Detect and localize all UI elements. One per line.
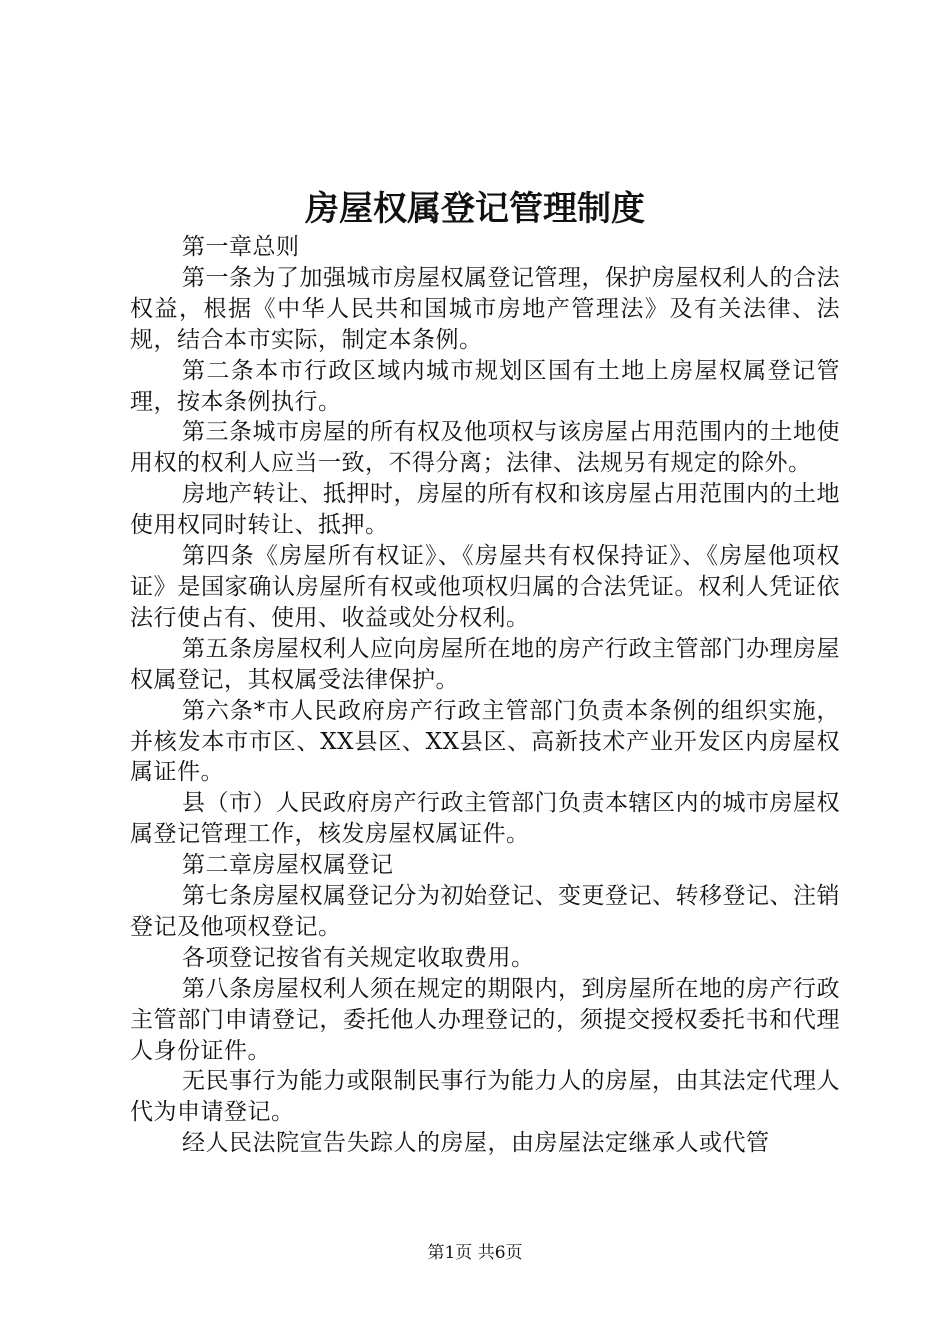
- paragraph: 第三条城市房屋的所有权及他项权与该房屋占用范围内的土地使用权的权利人应当一致，不得分离；法律、法规另有规定的除外。: [130, 419, 840, 477]
- paragraph: 无民事行为能力或限制民事行为能力人的房屋，由其法定代理人代为申请登记。: [130, 1068, 840, 1126]
- document-body: [130, 232, 840, 1159]
- paragraph: 房地产转让、抵押时，房屋的所有权和该房屋占用范围内的土地使用权同时转让、抵押。: [130, 481, 840, 539]
- paragraph: 第五条房屋权利人应向房屋所在地的房产行政主管部门办理房屋权属登记，其权属受法律保护。: [130, 635, 840, 693]
- paragraph: 第一条为了加强城市房屋权属登记管理，保护房屋权利人的合法权益，根据《中华人民共和国城市房地产管理法》及有关法律、法规，结合本市实际，制定本条例。: [130, 264, 840, 353]
- chapter-heading: 第二章房屋权属登记: [182, 852, 394, 879]
- paragraph: 第八条房屋权利人须在规定的期限内，到房屋所在地的房产行政主管部门申请登记，委托他人办理登记的，须提交授权委托书和代理人身份证件。: [130, 975, 840, 1064]
- document-title: 房屋权属登记管理制度: [305, 189, 645, 229]
- paragraph: 各项登记按省有关规定收取费用。: [182, 944, 535, 971]
- paragraph: 经人民法院宣告失踪人的房屋，由房屋法定继承人或代管: [182, 1130, 770, 1157]
- paragraph: 县（市）人民政府房产行政主管部门负责本辖区内的城市房屋权属登记管理工作，核发房屋权属证件。: [130, 790, 840, 848]
- paragraph: 第六条*市人民政府房产行政主管部门负责本条例的组织实施，并核发本市市区、XX县区、XX县区、高新技术产业开发区内房屋权属证件。: [130, 697, 840, 786]
- chapter-heading: 第一章总则: [182, 234, 300, 260]
- paragraph: 第四条《房屋所有权证》、《房屋共有权保持证》、《房屋他项权证》是国家确认房屋所有权或他项权归属的合法凭证。权利人凭证依法行使占有、使用、收益或处分权利。: [130, 543, 840, 631]
- paragraph: 第二条本市行政区域内城市规划区国有土地上房屋权属登记管理，按本条例执行。: [130, 357, 840, 415]
- paragraph: 第七条房屋权属登记分为初始登记、变更登记、转移登记、注销登记及他项权登记。: [130, 883, 840, 940]
- page-footer: 第1页 共6页: [427, 1243, 523, 1263]
